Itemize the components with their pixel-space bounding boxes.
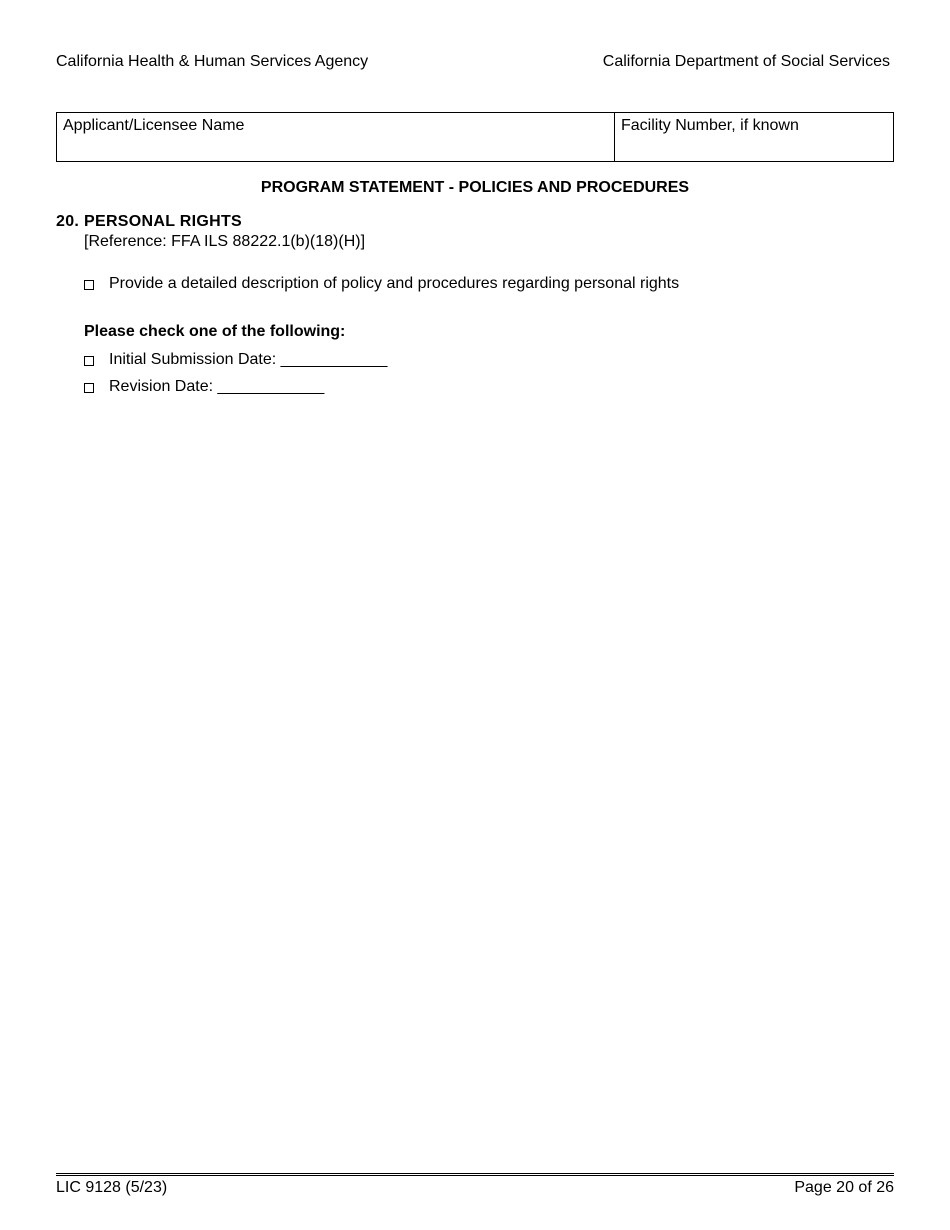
- description-checkbox[interactable]: [84, 280, 94, 290]
- applicant-info-table: [56, 112, 894, 162]
- section-title: PROGRAM STATEMENT - POLICIES AND PROCEDURES: [260, 179, 690, 196]
- applicant-name-field[interactable]: [57, 113, 615, 161]
- initial-submission-option[interactable]: [84, 351, 387, 369]
- item-heading: [56, 213, 242, 231]
- applicant-name-label: Applicant/Licensee Name: [63, 117, 245, 134]
- item-title: PERSONAL RIGHTS: [84, 213, 242, 230]
- initial-submission-checkbox[interactable]: [84, 356, 94, 366]
- facility-number-field[interactable]: [615, 113, 893, 161]
- item-number: 20.: [56, 213, 80, 230]
- initial-submission-label: Initial Submission Date: ____________: [109, 351, 388, 368]
- revision-checkbox[interactable]: [84, 383, 94, 393]
- department-name: California Department of Social Services: [602, 53, 890, 70]
- revision-label: Revision Date: ____________: [109, 378, 325, 395]
- description-checklist-item[interactable]: [84, 275, 679, 293]
- form-id: LIC 9128 (5/23): [56, 1179, 168, 1196]
- footer-divider: [56, 1173, 894, 1176]
- revision-option[interactable]: [84, 378, 324, 396]
- item-reference: [Reference: FFA ILS 88222.1(b)(18)(H)]: [84, 233, 366, 250]
- facility-number-label: Facility Number, if known: [621, 117, 799, 134]
- page-number: Page 20 of 26: [794, 1179, 894, 1196]
- submission-prompt: Please check one of the following:: [84, 323, 346, 340]
- agency-name: California Health & Human Services Agency: [56, 53, 369, 70]
- description-label: Provide a detailed description of policy and procedures regarding personal rights: [109, 275, 680, 292]
